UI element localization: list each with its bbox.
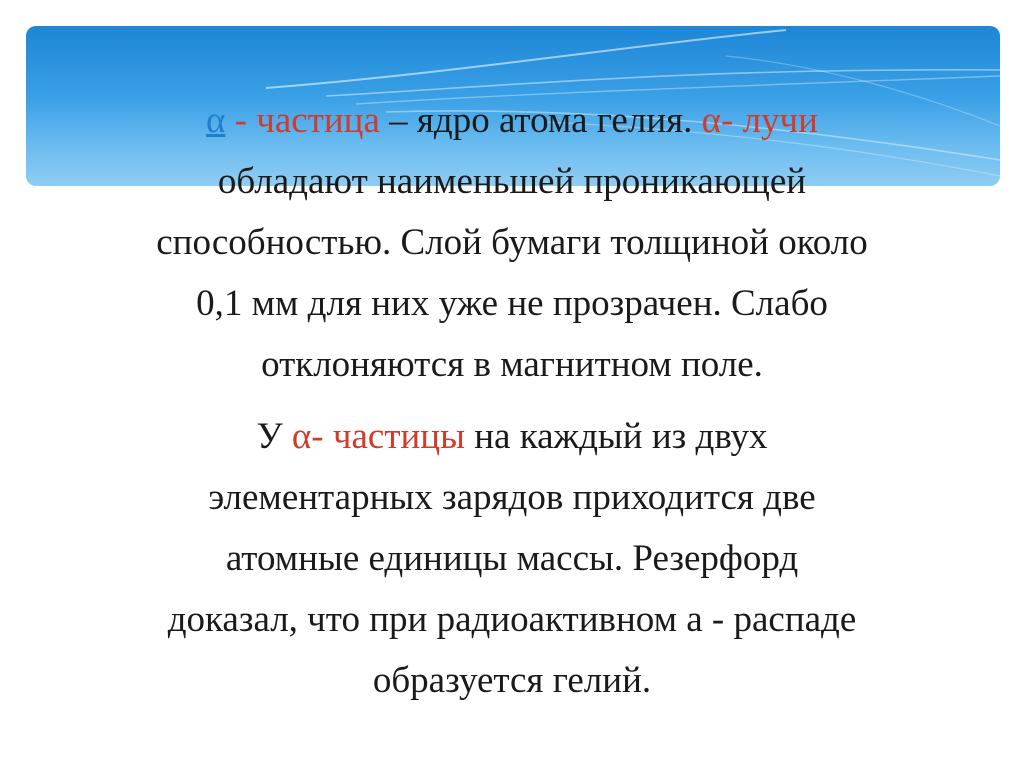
alpha-symbol-link[interactable]: α xyxy=(206,100,226,141)
paragraph1-line-2: обладают наименьшей проникающей xyxy=(217,161,807,202)
paragraph-alpha-charge xyxy=(40,406,984,711)
paragraph2-line-3: атомные единицы массы. Резерфорд xyxy=(225,538,799,579)
paragraph1-line-5: отклоняются в магнитном поле. xyxy=(261,344,763,385)
paragraph2-text-a: на каждый из двух xyxy=(464,416,768,457)
paragraph1-text-a: – ядро атома гелия. xyxy=(379,100,702,141)
alpha-particle-term: - частица xyxy=(225,100,380,141)
paragraph2-line-2: элементарных зарядов приходится две xyxy=(208,477,816,518)
paragraph2-lead: У xyxy=(256,416,292,457)
alpha-rays-term: α- лучи xyxy=(701,100,818,141)
paragraph2-line-4: доказал, что при радиоактивном а - распаде xyxy=(167,599,857,640)
paragraph1-line-3: способностью. Слой бумаги толщиной около xyxy=(156,222,868,263)
paragraph2-line-5: образуется гелий. xyxy=(372,660,652,701)
alpha-particles-term: α- частицы xyxy=(291,416,465,457)
paragraph-alpha-particle xyxy=(40,90,984,395)
slide-body xyxy=(40,90,984,711)
paragraph1-line-4: 0,1 мм для них уже не прозрачен. Слабо xyxy=(196,283,828,324)
